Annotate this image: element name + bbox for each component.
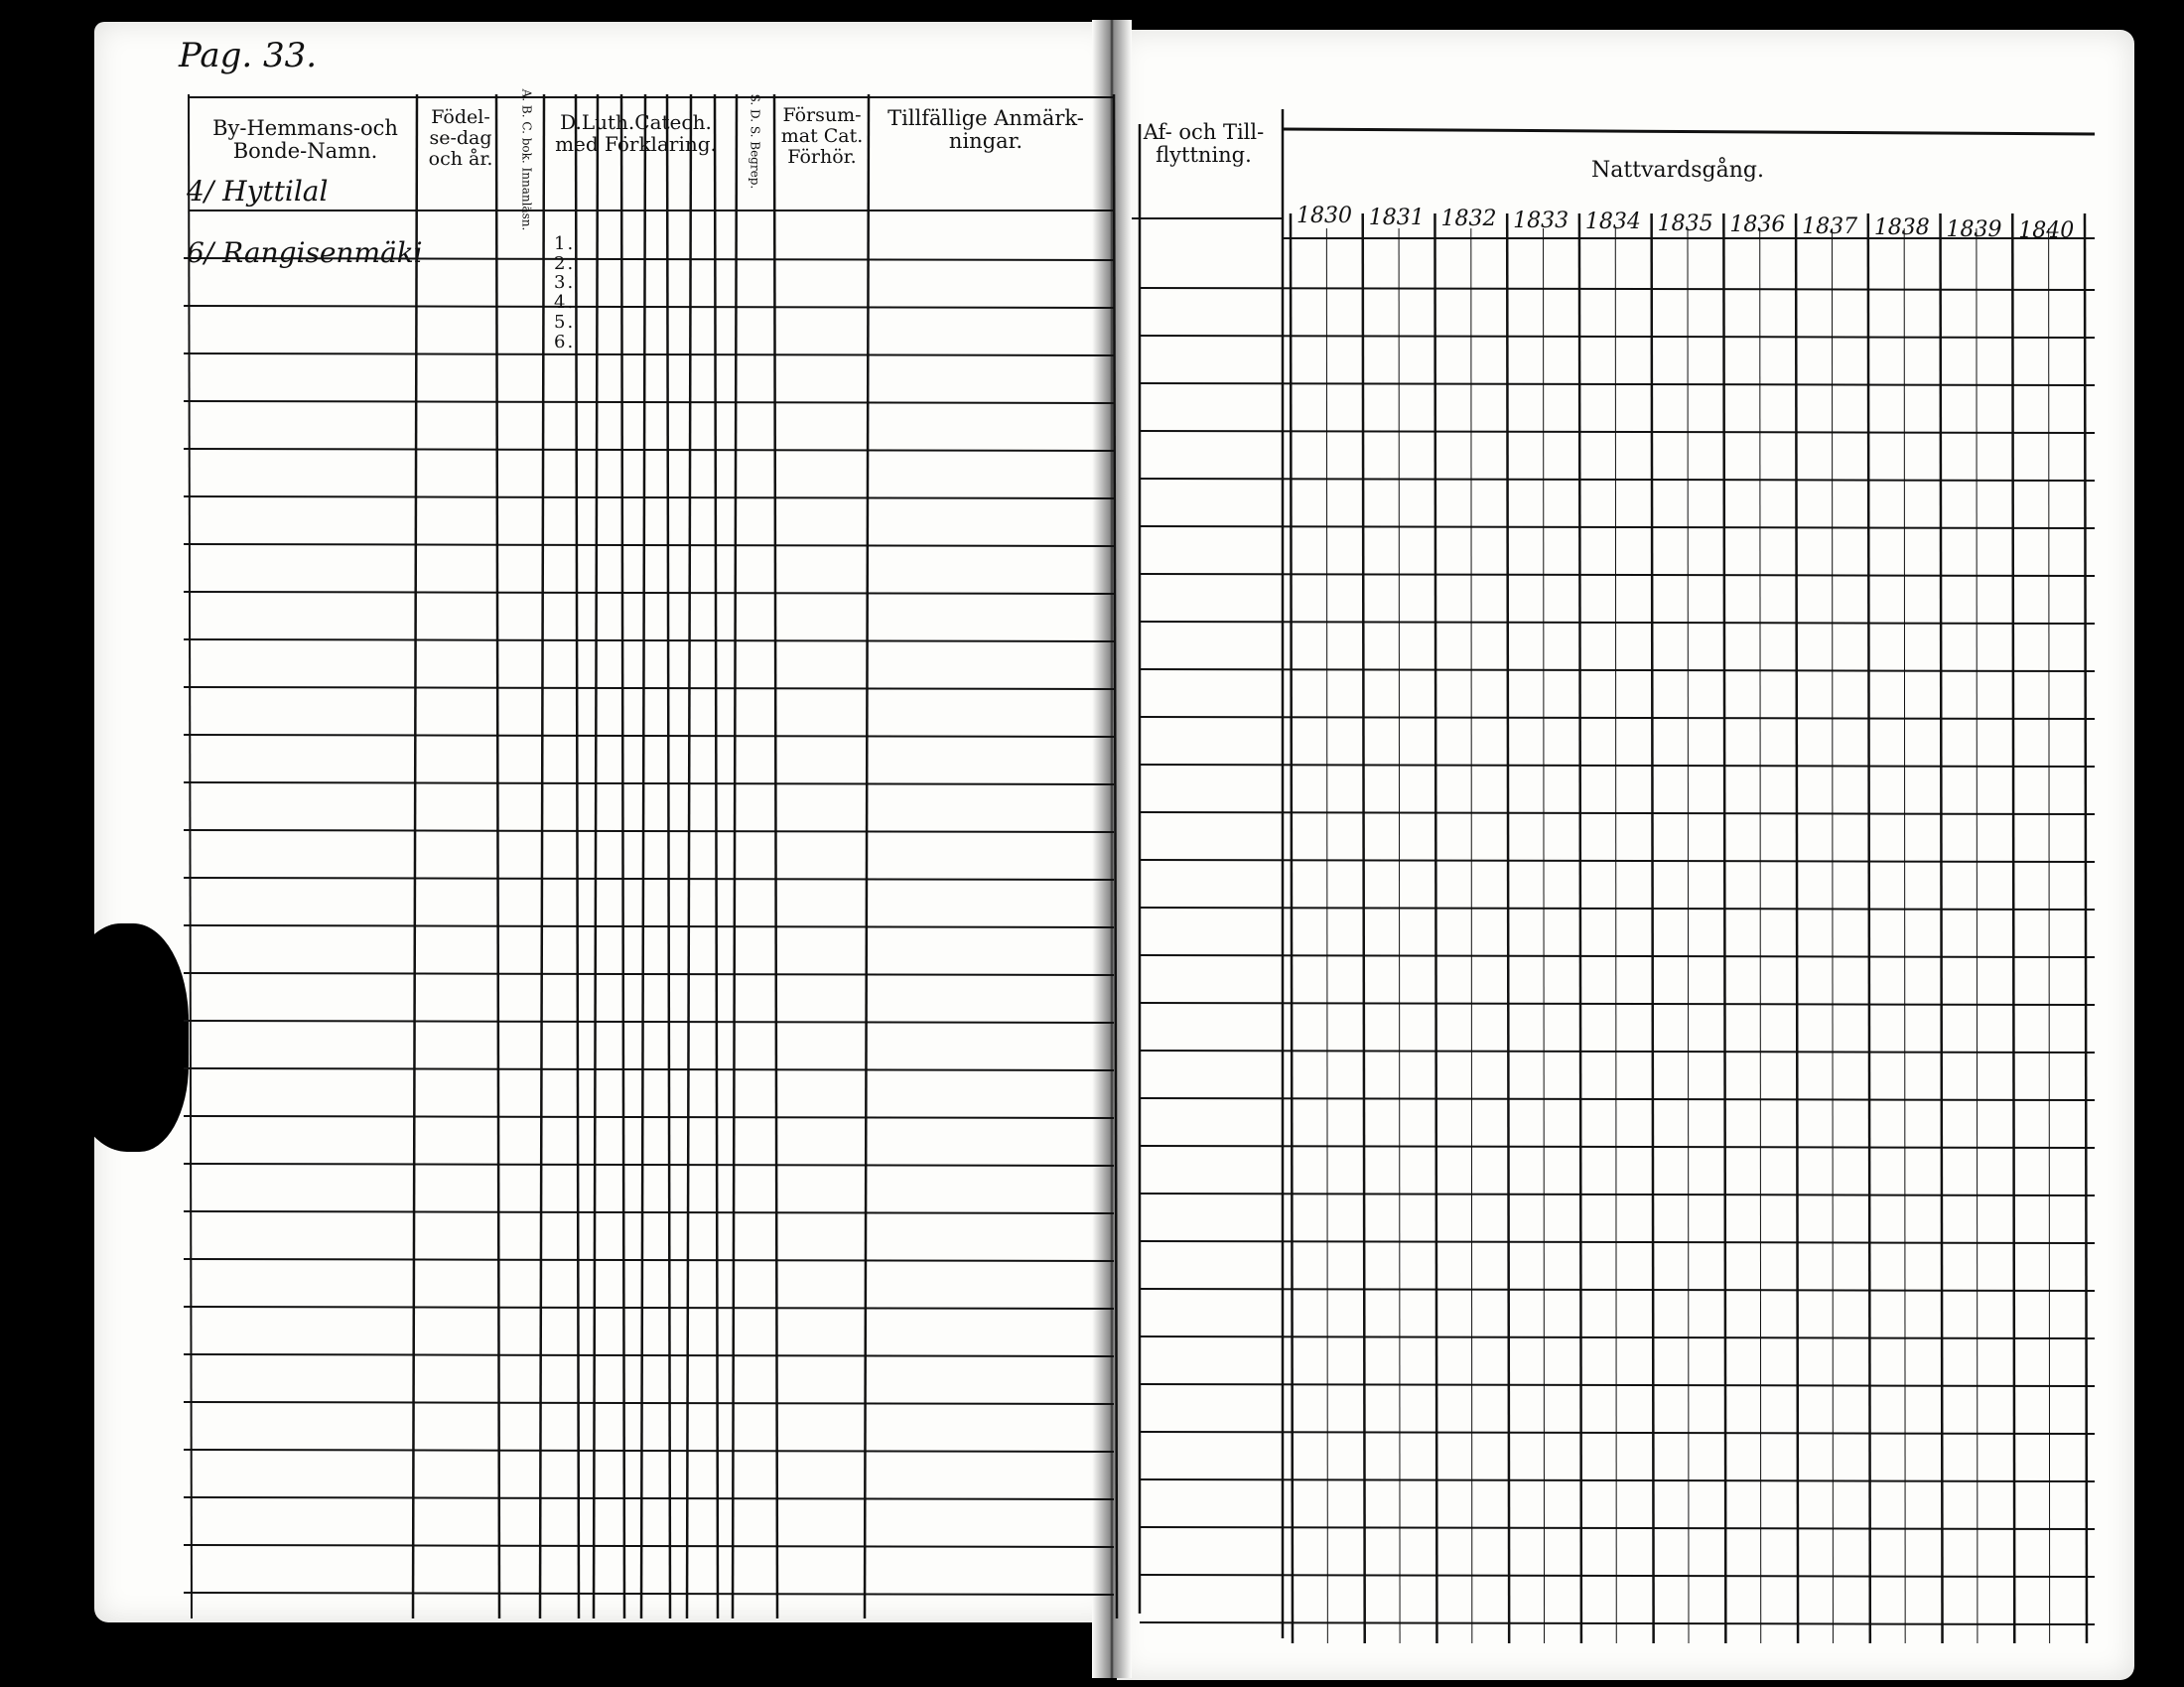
left-row-rule bbox=[184, 830, 1114, 832]
left-column-rule bbox=[667, 94, 670, 1618]
year-header: 1838 bbox=[1873, 215, 1930, 240]
left-row-rule bbox=[184, 782, 1114, 784]
year-column-rule bbox=[1363, 213, 1365, 1643]
year-column-rule bbox=[1941, 213, 1943, 1643]
left-row-rule bbox=[184, 639, 1114, 641]
left-column-rule bbox=[621, 94, 624, 1618]
year-column-rule bbox=[1291, 213, 1293, 1643]
left-row-rule bbox=[184, 878, 1114, 880]
header-abc-bok: A. B. C. bok. Innanläsn. bbox=[519, 88, 534, 231]
half-column-rule bbox=[1615, 228, 1616, 1643]
header-fodelsedag: Födel- se-dag och år. bbox=[428, 106, 493, 170]
catech-number: 4. bbox=[554, 292, 576, 314]
header-forsummat: Försum- mat Cat. Förhör. bbox=[780, 104, 864, 168]
half-column-rule bbox=[2049, 228, 2050, 1643]
left-column-rule bbox=[189, 94, 192, 1618]
catech-number: 2. bbox=[554, 252, 576, 274]
year-column-rule bbox=[2085, 213, 2087, 1643]
catech-number: 3. bbox=[554, 272, 576, 294]
half-column-rule bbox=[1326, 228, 1327, 1643]
left-row-rule bbox=[184, 1068, 1114, 1070]
left-column-rule bbox=[496, 94, 499, 1618]
left-column-rule bbox=[733, 94, 737, 1618]
left-row-rule bbox=[184, 1450, 1114, 1452]
year-header: 1836 bbox=[1729, 212, 1786, 237]
half-column-rule bbox=[1544, 228, 1545, 1643]
catech-number: 5. bbox=[554, 311, 576, 333]
year-header: 1833 bbox=[1513, 208, 1570, 233]
year-column-rule bbox=[1796, 213, 1798, 1643]
catech-number: 1. bbox=[554, 232, 576, 254]
page-number: Pag. 33. bbox=[179, 36, 318, 75]
left-column-rule bbox=[865, 94, 869, 1618]
left-column-rule bbox=[1114, 94, 1117, 1618]
right-header-rule bbox=[1283, 129, 2095, 134]
year-header: 1834 bbox=[1584, 210, 1641, 234]
left-row-rule bbox=[184, 735, 1114, 737]
left-row-rule bbox=[184, 687, 1114, 689]
left-row-rule bbox=[184, 1545, 1114, 1547]
entry-row: 6/ Rangisenmäki bbox=[187, 236, 423, 269]
year-header: 1837 bbox=[1802, 213, 1858, 239]
left-row-rule bbox=[184, 592, 1114, 594]
left-row-rule bbox=[184, 1593, 1114, 1595]
catech-numbers bbox=[554, 214, 575, 352]
entry-row: 4/ Hyttilal bbox=[187, 175, 329, 208]
left-column-rule bbox=[715, 94, 718, 1618]
half-column-rule bbox=[1977, 228, 1978, 1643]
half-column-rule bbox=[1904, 228, 1905, 1643]
left-row-rule bbox=[184, 1021, 1114, 1023]
half-column-rule bbox=[1760, 228, 1761, 1643]
left-row-rule bbox=[184, 496, 1114, 498]
left-row-rule bbox=[184, 449, 1114, 451]
year-header: 1830 bbox=[1297, 204, 1352, 228]
left-row-rule bbox=[184, 1211, 1114, 1213]
left-column-rule bbox=[576, 94, 579, 1618]
left-row-rule bbox=[184, 544, 1114, 546]
header-tillfallige: Tillfällige Anmärk- ningar. bbox=[887, 106, 1084, 154]
left-row-rule bbox=[184, 401, 1114, 403]
left-row-rule bbox=[184, 1307, 1114, 1309]
left-row-rule bbox=[184, 973, 1114, 975]
left-column-rule bbox=[594, 94, 598, 1618]
header-s-d-s: S. D. S. Begrep. bbox=[748, 93, 762, 190]
left-row-rule bbox=[184, 1259, 1114, 1261]
left-row-rule bbox=[184, 1497, 1114, 1499]
left-row-rule bbox=[184, 1116, 1114, 1118]
header-af-och-till: Af- och Till- flyttning. bbox=[1143, 120, 1265, 168]
year-column-rule bbox=[1579, 213, 1581, 1643]
left-row-rule bbox=[184, 353, 1114, 355]
left-column-rule bbox=[413, 94, 417, 1618]
left-row-rule bbox=[184, 925, 1114, 927]
year-header: 1831 bbox=[1368, 205, 1425, 230]
half-column-rule bbox=[1471, 228, 1472, 1643]
left-row-rule bbox=[184, 306, 1114, 308]
left-row-rule bbox=[184, 1354, 1114, 1356]
year-header: 1840 bbox=[2018, 218, 2075, 243]
header-nattvardsgang: Nattvardsgång. bbox=[1591, 158, 1764, 183]
year-column-rule bbox=[1723, 213, 1725, 1643]
left-column-rule bbox=[540, 94, 544, 1618]
half-column-rule bbox=[1399, 228, 1400, 1643]
half-column-rule bbox=[1832, 228, 1833, 1643]
year-column-rule bbox=[1868, 213, 1870, 1643]
year-header: 1835 bbox=[1657, 211, 1713, 236]
year-header: 1832 bbox=[1440, 207, 1497, 231]
left-column-rule bbox=[774, 94, 777, 1618]
year-column-rule bbox=[1434, 213, 1436, 1643]
left-column-rule bbox=[687, 94, 691, 1618]
half-column-rule bbox=[1688, 228, 1689, 1643]
year-header: 1839 bbox=[1946, 216, 2002, 242]
year-column-rule bbox=[2012, 213, 2014, 1643]
left-row-rule bbox=[184, 1402, 1114, 1404]
left-row-rule bbox=[184, 1164, 1114, 1166]
catech-number: 6. bbox=[554, 331, 576, 352]
header-d-luth-catech: D.Luth.Catech. med Förklaring. bbox=[555, 110, 717, 156]
year-column-rule bbox=[1652, 213, 1654, 1643]
year-column-rule bbox=[1507, 213, 1509, 1643]
left-column-rule bbox=[641, 94, 645, 1618]
header-by-hemmans: By-Hemmans-och Bonde-Namn. bbox=[212, 116, 398, 164]
